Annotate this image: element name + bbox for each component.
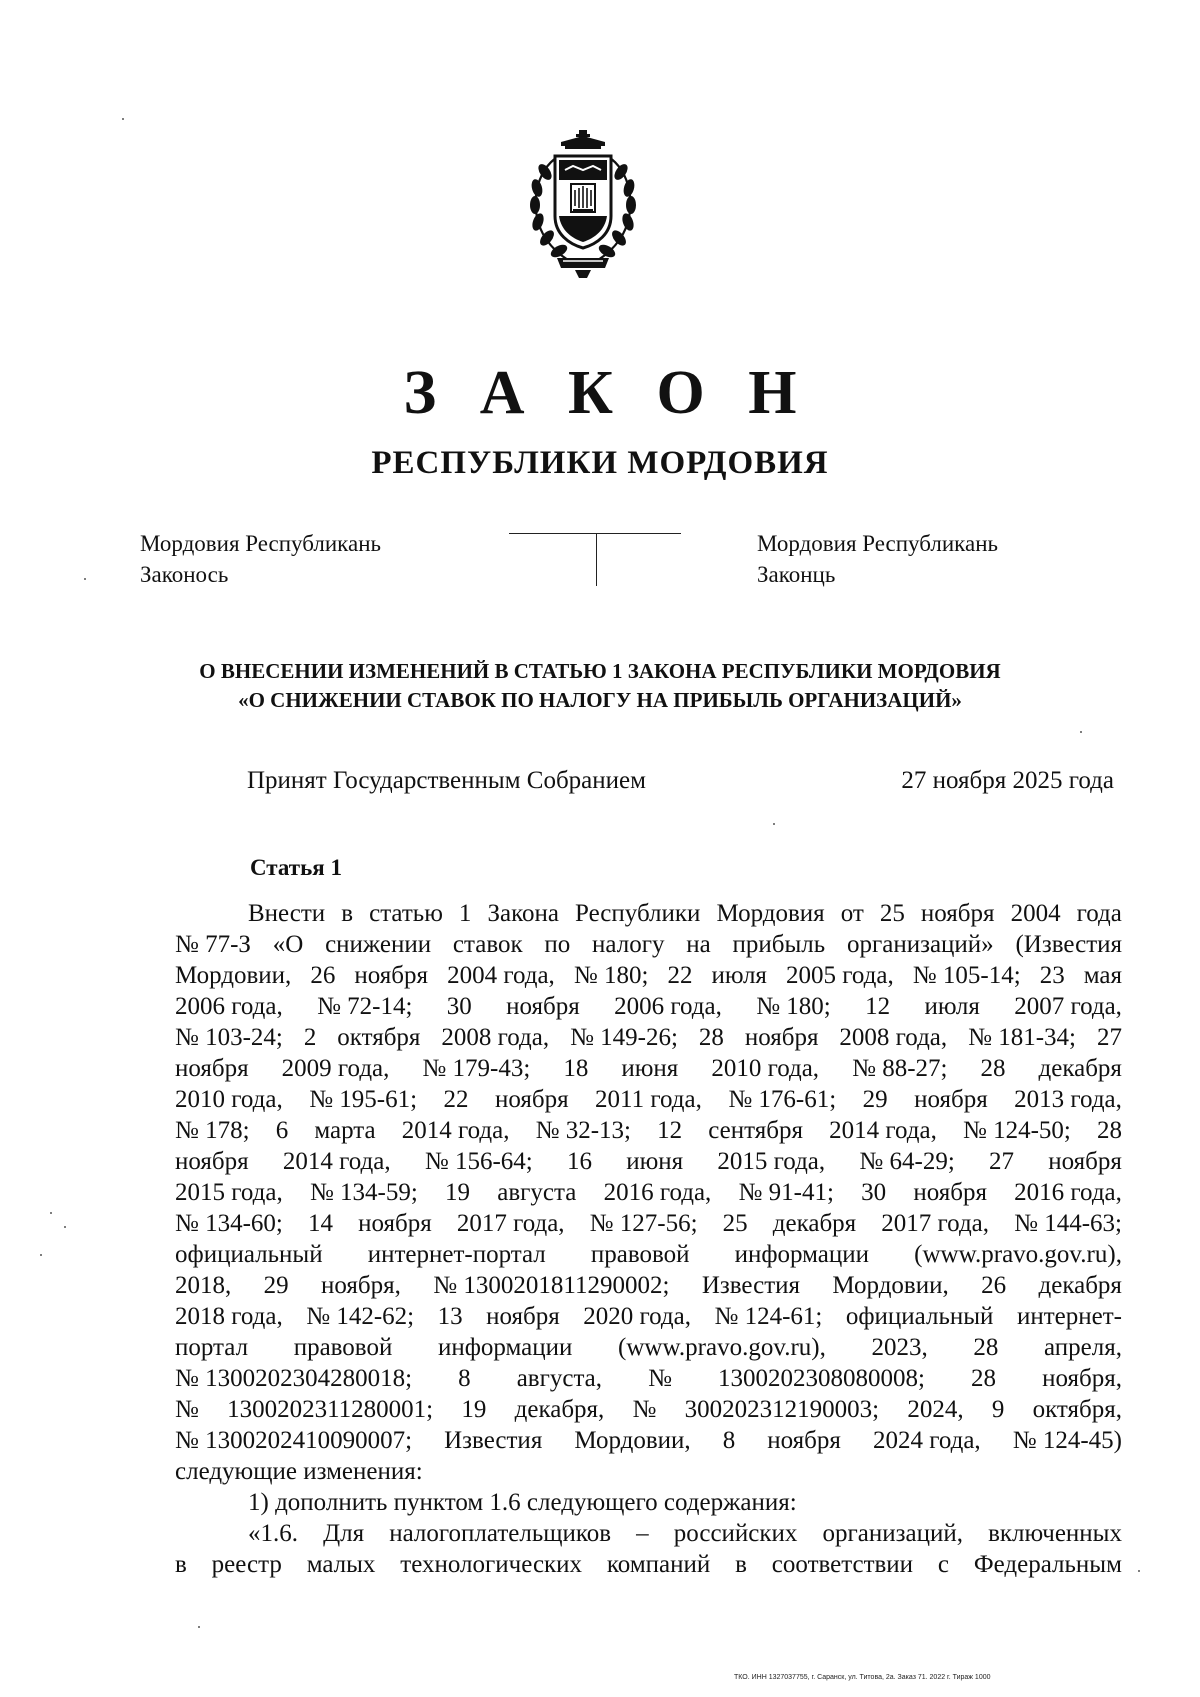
article-word: от bbox=[840, 900, 864, 927]
article-word: № 103-24; bbox=[175, 1024, 283, 1051]
article-word: № 180; bbox=[573, 962, 649, 989]
article-word: 18 bbox=[563, 1055, 589, 1082]
article-word: 2020 года, bbox=[583, 1303, 691, 1330]
article-word: «О bbox=[272, 931, 304, 958]
article-line bbox=[175, 1115, 1122, 1146]
article-word: 2010 года, bbox=[175, 1086, 283, 1113]
article-word: 2018, bbox=[175, 1272, 232, 1299]
article-word: декабря bbox=[772, 1210, 857, 1237]
scan-speck bbox=[198, 1626, 200, 1628]
article-word: № 134-60; bbox=[175, 1210, 283, 1237]
article-word: 1) дополнить пунктом 1.6 следующего содержания: bbox=[248, 1489, 797, 1516]
article-word: официальный bbox=[845, 1303, 994, 1330]
registration-mark-horizontal bbox=[509, 533, 681, 534]
article-line bbox=[175, 1053, 1122, 1084]
article-word: декабря, bbox=[514, 1396, 605, 1423]
article-word: 2006 года, bbox=[614, 993, 722, 1020]
article-word: ноября, bbox=[321, 1272, 401, 1299]
header-right-line: Законць bbox=[757, 562, 836, 587]
article-word: 28 bbox=[971, 1365, 997, 1392]
article-word: 9 bbox=[991, 1396, 1005, 1423]
law-heading bbox=[0, 657, 1200, 715]
article-line bbox=[175, 1549, 1122, 1580]
article-word: № 64-29; bbox=[859, 1148, 955, 1175]
article-word: № 178; bbox=[175, 1117, 250, 1144]
article-line bbox=[175, 929, 1122, 960]
article-word: Мордовия bbox=[716, 900, 825, 927]
registration-mark-vertical bbox=[596, 534, 597, 586]
article-word: № 32-13; bbox=[535, 1117, 631, 1144]
article-word: Мордовии, bbox=[574, 1427, 691, 1454]
scan-speck bbox=[50, 1212, 52, 1214]
adopted-by: Принят Государственным Собранием bbox=[247, 767, 646, 794]
header-left-line: Мордовия Республикань bbox=[140, 531, 382, 556]
article-word: правовой bbox=[590, 1241, 690, 1268]
article-word: № bbox=[648, 1365, 672, 1392]
article-word: 28 bbox=[980, 1055, 1006, 1082]
article-word: июня bbox=[621, 1055, 679, 1082]
article-word: (Известия bbox=[1015, 931, 1122, 958]
article-word: организаций» bbox=[846, 931, 994, 958]
article-word: 2023, bbox=[871, 1334, 928, 1361]
article-word: 2015 года, bbox=[717, 1148, 826, 1175]
article-word: № 77-З bbox=[175, 931, 251, 958]
article-title: Статья 1 bbox=[250, 855, 342, 880]
article-word: 2024 года, bbox=[872, 1427, 981, 1454]
article-word: включенных bbox=[988, 1520, 1122, 1547]
article-word: № 181-34; bbox=[968, 1024, 1076, 1051]
article-word: года bbox=[1076, 900, 1122, 927]
article-word: декабря bbox=[1038, 1272, 1122, 1299]
article-word: Известия bbox=[444, 1427, 543, 1454]
article-word: 16 bbox=[566, 1148, 592, 1175]
article-word: 2004 bbox=[1010, 900, 1061, 927]
article-line bbox=[175, 898, 1122, 929]
article-word: 14 bbox=[307, 1210, 333, 1237]
article-word: июля bbox=[711, 962, 767, 989]
article-word: статью bbox=[369, 900, 443, 927]
issuer-subtitle: РЕСПУБЛИКИ МОРДОВИЯ bbox=[371, 445, 829, 481]
scan-speck bbox=[84, 578, 86, 580]
article-line bbox=[175, 1363, 1122, 1394]
article-word: 2018 года, bbox=[175, 1303, 283, 1330]
article-line bbox=[175, 1146, 1122, 1177]
article-word: ноября bbox=[486, 1303, 560, 1330]
article-word: ноября bbox=[914, 1086, 988, 1113]
article-word: ноября, bbox=[1042, 1365, 1122, 1392]
article-word: марта bbox=[314, 1117, 376, 1144]
article-word: 19 bbox=[445, 1179, 471, 1206]
article-word: 27 bbox=[1096, 1024, 1122, 1051]
article-word: информации bbox=[734, 1241, 870, 1268]
article-word: ноября bbox=[767, 1427, 841, 1454]
article-word: 300202312190003; bbox=[684, 1396, 880, 1423]
article-word: официальный bbox=[175, 1241, 323, 1268]
header-left-line: Законось bbox=[140, 562, 229, 587]
article-word: 1300202308080008; bbox=[718, 1365, 925, 1392]
article-word: малых bbox=[306, 1551, 376, 1578]
article-word: № 149-26; bbox=[570, 1024, 678, 1051]
article-word: 1300202311280001; bbox=[227, 1396, 434, 1423]
article-word: соответствии bbox=[771, 1551, 914, 1578]
article-word: 25 bbox=[722, 1210, 748, 1237]
law-heading-line: О ВНЕСЕНИИ ИЗМЕНЕНИЙ В СТАТЬЮ 1 ЗАКОНА РЕСПУБЛИКИ МОРДОВИЯ bbox=[199, 659, 1001, 683]
article-word: августа bbox=[497, 1179, 577, 1206]
article-line bbox=[175, 991, 1122, 1022]
article-word: № 134-59; bbox=[309, 1179, 418, 1206]
article-word: следующие изменения: bbox=[175, 1458, 423, 1485]
article-word: 25 bbox=[879, 900, 905, 927]
article-word: налогоплательщиков bbox=[389, 1520, 612, 1547]
article-word: № 124-45) bbox=[1012, 1427, 1122, 1454]
article-word: № 156-64; bbox=[424, 1148, 533, 1175]
article-word: 8 bbox=[722, 1427, 736, 1454]
article-word: 2008 года, bbox=[441, 1024, 550, 1051]
article-word: (www.pravo.gov.ru), bbox=[618, 1334, 826, 1361]
article-word: ноября bbox=[913, 1179, 987, 1206]
article-word: октября bbox=[337, 1024, 421, 1051]
article-word: 2017 года, bbox=[456, 1210, 565, 1237]
article-word: 8 bbox=[458, 1365, 471, 1392]
article-line bbox=[175, 1332, 1122, 1363]
article-line bbox=[175, 1394, 1122, 1425]
article-word: ноября bbox=[175, 1055, 249, 1082]
law-heading-line: «О СНИЖЕНИИ СТАВОК ПО НАЛОГУ НА ПРИБЫЛЬ ОРГАНИЗАЦИЙ» bbox=[238, 688, 962, 712]
article-word: № 105-14; bbox=[912, 962, 1021, 989]
article-word: № 195-61; bbox=[309, 1086, 418, 1113]
article-word: реестр bbox=[211, 1551, 282, 1578]
article-word: сентября bbox=[708, 1117, 803, 1144]
article-line bbox=[175, 1425, 1122, 1456]
article-word: 6 bbox=[275, 1117, 289, 1144]
article-word: ноября bbox=[494, 1086, 569, 1113]
article-word: 2016 года, bbox=[1014, 1179, 1122, 1206]
article-word: № 88-27; bbox=[852, 1055, 948, 1082]
coat-of-arms-emblem bbox=[521, 130, 645, 280]
article-word: Республики bbox=[575, 900, 701, 927]
article-word: с bbox=[937, 1551, 950, 1578]
article-word: по bbox=[544, 931, 571, 958]
scan-speck bbox=[1138, 1570, 1140, 1572]
article-word: 2004 года, bbox=[447, 962, 555, 989]
article-line bbox=[175, 1301, 1122, 1332]
article-word: Мордовии, bbox=[175, 962, 292, 989]
article-word: № 180; bbox=[756, 993, 831, 1020]
article-word: 2014 года, bbox=[829, 1117, 937, 1144]
article-word: № 1300202304280018; bbox=[175, 1365, 413, 1392]
article-word: 28 bbox=[973, 1334, 999, 1361]
article-line bbox=[175, 1022, 1122, 1053]
article-word: декабря bbox=[1038, 1055, 1122, 1082]
article-word: ноября bbox=[744, 1024, 819, 1051]
document-type-title: З А К О Н bbox=[403, 359, 811, 427]
article-line bbox=[175, 960, 1122, 991]
article-word: 2010 года, bbox=[711, 1055, 820, 1082]
article-word: 30 bbox=[861, 1179, 887, 1206]
article-word: № 127-56; bbox=[589, 1210, 698, 1237]
scan-speck bbox=[122, 118, 124, 120]
article-word: 2014 года, bbox=[282, 1148, 391, 1175]
scan-speck bbox=[773, 823, 775, 825]
article-word: в bbox=[735, 1551, 747, 1578]
article-word: 19 bbox=[461, 1396, 487, 1423]
article-word: июля bbox=[924, 993, 980, 1020]
article-word: 28 bbox=[698, 1024, 724, 1051]
article-word: 27 bbox=[989, 1148, 1015, 1175]
article-body bbox=[175, 898, 1122, 1580]
article-word: № 91-41; bbox=[738, 1179, 834, 1206]
article-word: Известия bbox=[701, 1272, 801, 1299]
article-word: 23 bbox=[1039, 962, 1065, 989]
article-word: 2007 года, bbox=[1014, 993, 1122, 1020]
article-word: № 1300202410090007; bbox=[175, 1427, 413, 1454]
article-line bbox=[175, 1487, 1122, 1518]
scan-speck bbox=[64, 1226, 66, 1228]
article-word: 28 bbox=[1097, 1117, 1122, 1144]
article-word: 2006 года, bbox=[175, 993, 283, 1020]
article-word: российских bbox=[673, 1520, 798, 1547]
article-word: правовой bbox=[293, 1334, 393, 1361]
article-line bbox=[175, 1456, 1122, 1487]
article-word: 26 bbox=[310, 962, 336, 989]
article-word: ставок bbox=[452, 931, 523, 958]
print-imprint: ТКО. ИНН 1327037755, г. Саранск, ул. Титова, 2а. Заказ 71. 2022 г. Тираж 1000 bbox=[734, 1674, 991, 1681]
article-word: ноября bbox=[506, 993, 580, 1020]
article-word: Федеральным bbox=[973, 1551, 1122, 1578]
article-word: 2014 года, bbox=[401, 1117, 510, 1144]
article-word: интернет- bbox=[1016, 1303, 1122, 1330]
article-word: Закона bbox=[487, 900, 559, 927]
article-word: 2005 года, bbox=[785, 962, 894, 989]
article-word: 2017 года, bbox=[881, 1210, 990, 1237]
article-word: 30 bbox=[446, 993, 472, 1020]
article-word: налогу bbox=[592, 931, 665, 958]
article-word: в bbox=[341, 900, 354, 927]
article-word: информации bbox=[437, 1334, 573, 1361]
article-word: № 124-50; bbox=[962, 1117, 1071, 1144]
article-word: 1 bbox=[458, 900, 472, 927]
article-word: Мордовии, bbox=[832, 1272, 949, 1299]
article-word: Для bbox=[323, 1520, 365, 1547]
article-word: 2015 года, bbox=[175, 1179, 283, 1206]
article-word: снижении bbox=[325, 931, 432, 958]
article-word: 2013 года, bbox=[1014, 1086, 1122, 1113]
scan-speck bbox=[1080, 731, 1082, 733]
article-word: 2024, bbox=[907, 1396, 964, 1423]
article-word: июня bbox=[626, 1148, 684, 1175]
article-word: августа, bbox=[516, 1365, 603, 1392]
article-word: № 142-62; bbox=[306, 1303, 415, 1330]
article-word: № 144-63; bbox=[1014, 1210, 1122, 1237]
article-word: компаний bbox=[606, 1551, 711, 1578]
article-word: организаций, bbox=[822, 1520, 963, 1547]
article-word: на bbox=[686, 931, 711, 958]
article-line bbox=[175, 1270, 1122, 1301]
article-word: (www.pravo.gov.ru), bbox=[914, 1241, 1122, 1268]
article-word: № 124-61; bbox=[714, 1303, 823, 1330]
adoption-date: 27 ноября 2025 года bbox=[901, 767, 1114, 794]
article-word: прибыль bbox=[732, 931, 826, 958]
article-word: технологических bbox=[400, 1551, 583, 1578]
article-word: 12 bbox=[865, 993, 891, 1020]
article-word: Внести bbox=[248, 900, 326, 927]
article-line bbox=[175, 1239, 1122, 1270]
article-word: мая bbox=[1083, 962, 1122, 989]
article-word: 22 bbox=[667, 962, 693, 989]
article-word: № bbox=[632, 1396, 657, 1423]
article-line bbox=[175, 1177, 1122, 1208]
article-word: в bbox=[175, 1551, 187, 1578]
article-word: № 72-14; bbox=[317, 993, 413, 1020]
article-word: 2011 года, bbox=[595, 1086, 702, 1113]
article-word: 26 bbox=[981, 1272, 1007, 1299]
article-word: ноября bbox=[354, 962, 429, 989]
article-word: 2016 года, bbox=[603, 1179, 712, 1206]
article-word: 29 bbox=[862, 1086, 888, 1113]
article-word: апреля, bbox=[1043, 1334, 1122, 1361]
article-word: 2 bbox=[303, 1024, 317, 1051]
article-word: № 179-43; bbox=[422, 1055, 531, 1082]
scan-speck bbox=[40, 1254, 42, 1256]
article-word: портал bbox=[175, 1334, 249, 1361]
article-word: ноября bbox=[358, 1210, 432, 1237]
article-word: интернет-портал bbox=[367, 1241, 546, 1268]
header-right-line: Мордовия Республикань bbox=[757, 531, 999, 556]
article-line bbox=[175, 1084, 1122, 1115]
article-word: 2008 года, bbox=[839, 1024, 948, 1051]
article-line bbox=[175, 1518, 1122, 1549]
article-word: ноября bbox=[175, 1148, 249, 1175]
article-word: 2009 года, bbox=[281, 1055, 390, 1082]
article-word: 22 bbox=[443, 1086, 469, 1113]
article-word: «1.6. bbox=[248, 1520, 298, 1547]
article-word: 29 bbox=[263, 1272, 289, 1299]
article-line bbox=[175, 1208, 1122, 1239]
article-word: ноября bbox=[1048, 1148, 1122, 1175]
article-word: № bbox=[175, 1396, 199, 1423]
article-word: октября, bbox=[1032, 1396, 1122, 1423]
article-word: № 176-61; bbox=[728, 1086, 837, 1113]
article-word: 12 bbox=[657, 1117, 683, 1144]
article-word: ноября bbox=[920, 900, 995, 927]
article-word: № 1300201811290002; bbox=[433, 1272, 670, 1299]
article-word: 13 bbox=[437, 1303, 463, 1330]
article-word: – bbox=[636, 1520, 649, 1547]
